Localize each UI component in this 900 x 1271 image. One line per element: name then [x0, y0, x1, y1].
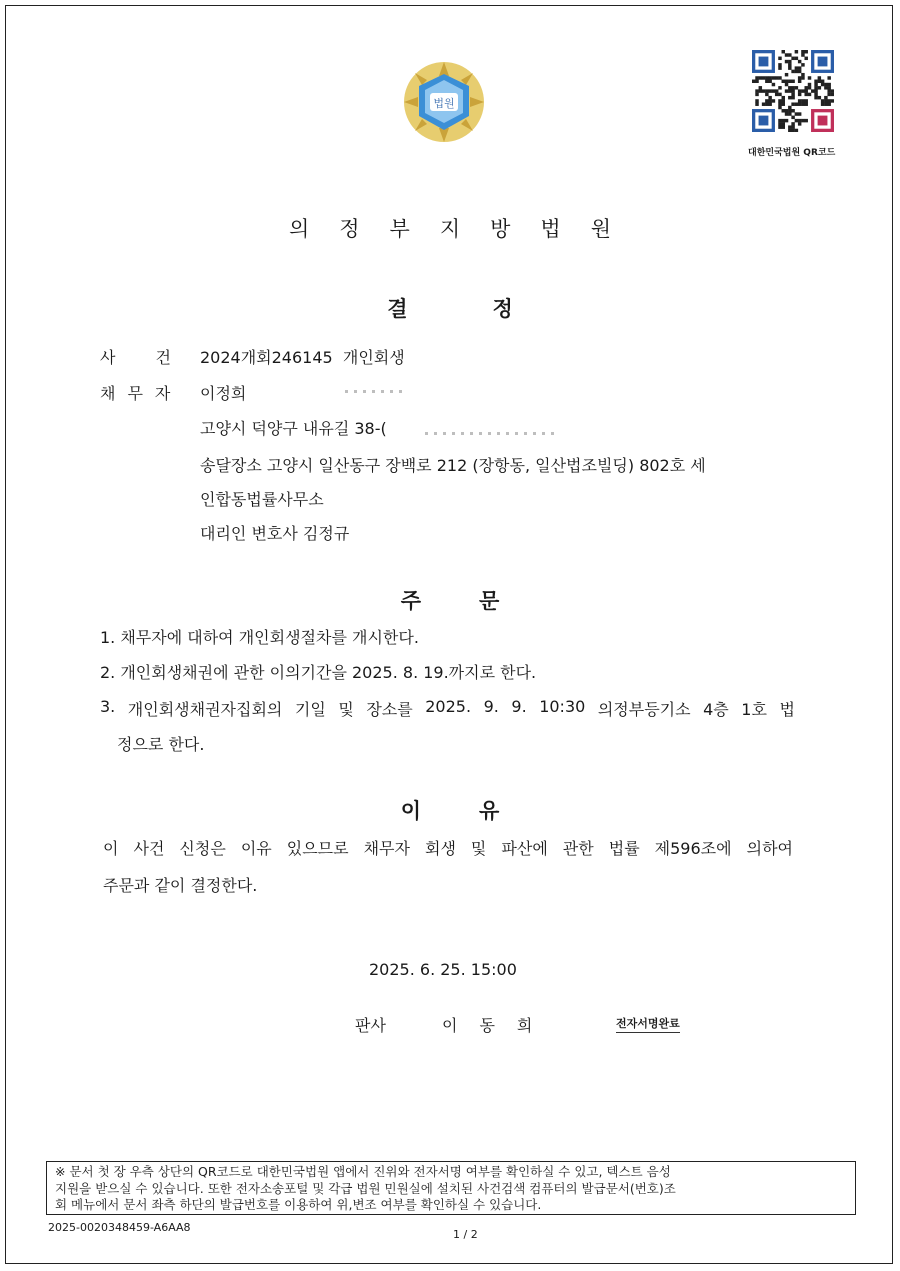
reason-word: 이유	[240, 839, 272, 858]
order-item-word: 4층	[703, 700, 729, 719]
order-item-word: 9.	[483, 697, 499, 716]
page-number: 1 / 2	[453, 1228, 478, 1241]
qr-code-icon	[752, 50, 834, 132]
case-number: 2024개회246145	[200, 348, 333, 367]
redaction-mark	[345, 390, 405, 393]
issue-number: 2025-0020348459-A6AA8	[48, 1221, 191, 1234]
order-item: 1. 채무자에 대하여 개인회생절차를 개시한다.	[100, 628, 419, 647]
reason-word: 관한	[562, 839, 594, 858]
electronic-signature-stamp: 전자서명완료	[616, 1015, 680, 1033]
notice-line: 지원을 받으실 수 있습니다. 또한 전자소송포털 및 각급 법원 민원실에 설치된 사건검색 컴퓨터의 발급문서(번호)조	[55, 1180, 676, 1196]
redaction-mark	[425, 432, 555, 435]
reason-line	[103, 836, 793, 859]
verification-notice	[46, 1161, 856, 1215]
reason-word: 채무자	[363, 839, 410, 858]
judge-title: 판사	[355, 1016, 386, 1035]
reason-word: 의하여	[746, 839, 793, 858]
judge-name: 이동희	[442, 1016, 555, 1035]
order-item-word: 법	[779, 700, 795, 719]
reason-word: 회생	[424, 839, 456, 858]
order-item-word: 의정부등기소	[597, 700, 691, 719]
order-item-word: 3.	[100, 697, 116, 716]
notice-line: 회 메뉴에서 문서 좌측 하단의 발급번호를 이용하여 위,변조 여부를 확인하실 수 있습니다.	[55, 1197, 542, 1212]
case-type: 개인회생	[342, 348, 405, 367]
debtor-name: 이정희	[200, 384, 247, 403]
reason-heading: 이유	[400, 799, 558, 823]
order-heading: 주문	[400, 589, 558, 613]
legal-agent: 대리인 변호사 김정규	[200, 524, 350, 543]
order-item-word: 개인회생채권자집회의	[127, 700, 283, 719]
order-item	[100, 697, 795, 720]
decision-date: 2025. 6. 25. 15:00	[369, 960, 517, 979]
reason-word: 사건	[133, 839, 165, 858]
debtor-address: 고양시 덕양구 내유길 38-(	[200, 419, 387, 438]
order-item: 2. 개인회생채권에 관한 이의기간을 2025. 8. 19.까지로 한다.	[100, 663, 537, 682]
notice-line: ※ 문서 첫 장 우측 상단의 QR코드로 대한민국법원 앱에서 진위와 전자서명 여부를 확인하실 수 있고, 텍스트 음성	[55, 1164, 671, 1179]
reason-word: 및	[470, 839, 487, 858]
court-emblem-icon	[402, 60, 486, 144]
order-item-word: 10:30	[539, 697, 586, 716]
document-title: 결정	[387, 297, 598, 321]
service-address-line1: 송달장소 고양시 일산동구 장백로 212 (장항동, 일산법조빌딩) 802호 세	[200, 456, 706, 475]
order-item-word: 1호	[741, 700, 767, 719]
order-item-word: 기일	[294, 700, 326, 719]
reason-word: 파산에	[501, 839, 548, 858]
order-item-word: 9.	[511, 697, 527, 716]
reason-word: 신청은	[179, 839, 226, 858]
emblem-text: 법원	[433, 97, 455, 110]
reason-word: 이	[103, 839, 119, 858]
reason-line: 주문과 같이 결정한다.	[103, 876, 258, 895]
order-item-word: 2025.	[425, 697, 472, 716]
case-number-line	[200, 345, 405, 368]
reason-word: 있으므로	[286, 839, 349, 858]
case-label: 사건	[100, 348, 211, 367]
order-item-continuation: 정으로 한다.	[117, 735, 205, 754]
order-item-word: 장소를	[366, 700, 413, 719]
debtor-label: 채무자	[100, 384, 183, 403]
service-address-line2: 인합동법률사무소	[200, 490, 324, 509]
qr-caption: 대한민국법원 QR코드	[748, 148, 836, 158]
order-item-word: 및	[338, 700, 354, 719]
reason-word: 법률	[608, 839, 640, 858]
reason-word: 제596조에	[654, 839, 732, 858]
court-name: 의정부지방법원	[288, 217, 641, 241]
